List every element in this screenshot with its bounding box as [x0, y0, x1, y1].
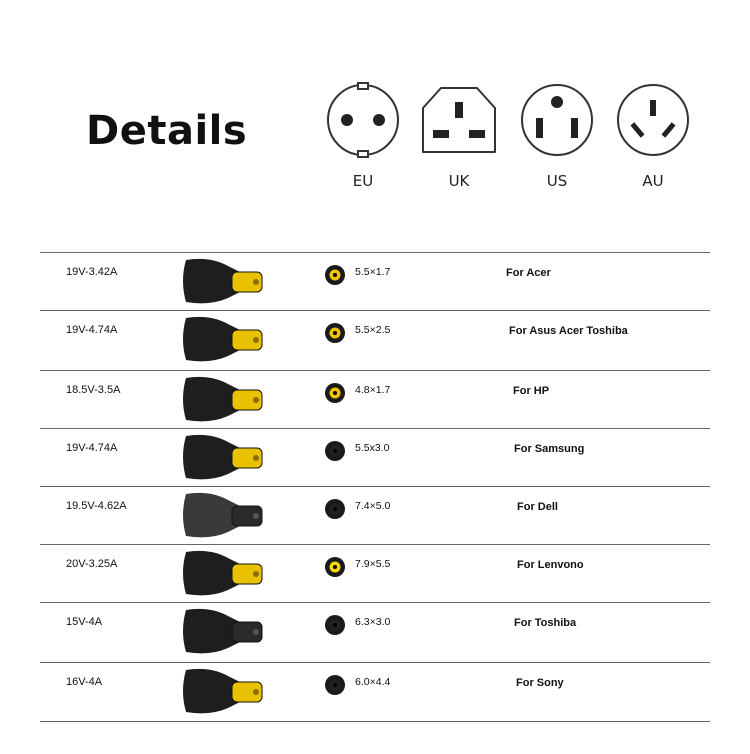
- connector-size: 7.4×5.0: [355, 500, 391, 512]
- eu-plug-icon: [325, 82, 401, 158]
- brand-label: For Acer: [506, 267, 551, 279]
- page-title: Details: [86, 108, 248, 154]
- table-row: [40, 486, 710, 545]
- voltage-label: 19V-4.74A: [66, 442, 118, 454]
- brand-label: For Toshiba: [514, 617, 577, 629]
- plug-label-au: AU: [642, 172, 664, 190]
- plug-uk: [418, 82, 500, 190]
- voltage-label: 19.5V-4.62A: [66, 500, 127, 512]
- connector-tip-icon: [324, 614, 346, 636]
- plug-types: [322, 82, 702, 192]
- connector-size: 5.5×1.7: [355, 266, 391, 278]
- connector-plug-icon: [180, 256, 270, 306]
- us-plug-icon: [519, 82, 595, 158]
- brand-label: For HP: [513, 385, 550, 397]
- connector-size: 4.8×1.7: [355, 384, 391, 396]
- plug-label-us: US: [546, 172, 568, 190]
- connector-plug-icon: [180, 490, 270, 540]
- voltage-label: 18.5V-3.5A: [66, 384, 121, 396]
- connector-plug-icon: [180, 606, 270, 656]
- table-row: [40, 370, 710, 429]
- connector-tip-icon: [324, 674, 346, 696]
- brand-label: For Sony: [516, 677, 564, 689]
- connector-tip-icon: [324, 264, 346, 286]
- connector-plug-icon: [180, 432, 270, 482]
- connector-size: 5.5×2.5: [355, 324, 391, 336]
- voltage-label: 16V-4A: [66, 676, 103, 688]
- plug-label-uk: UK: [448, 172, 470, 190]
- connector-tip-icon: [324, 322, 346, 344]
- voltage-label: 20V-3.25A: [66, 558, 118, 570]
- plug-label-eu: EU: [352, 172, 374, 190]
- connector-size: 7.9×5.5: [355, 558, 391, 570]
- voltage-label: 19V-4.74A: [66, 324, 118, 336]
- brand-label: For Dell: [517, 501, 558, 513]
- brand-label: For Samsung: [514, 443, 585, 455]
- connector-tip-icon: [324, 556, 346, 578]
- brand-label: For Lenvono: [517, 559, 584, 571]
- table-row: [40, 662, 710, 722]
- table-row: [40, 252, 710, 311]
- brand-label: For Asus Acer Toshiba: [509, 325, 628, 337]
- table-row: [40, 602, 710, 663]
- connector-size: 6.0×4.4: [355, 676, 391, 688]
- voltage-label: 19V-3.42A: [66, 266, 118, 278]
- connector-plug-icon: [180, 374, 270, 424]
- uk-plug-icon: [419, 82, 499, 158]
- connector-plug-icon: [180, 666, 270, 716]
- table-row: [40, 310, 710, 371]
- connector-tip-icon: [324, 440, 346, 462]
- plug-eu: [322, 82, 404, 190]
- plug-au: [612, 82, 694, 190]
- connector-plug-icon: [180, 314, 270, 364]
- connector-size: 5.5x3.0: [355, 442, 390, 454]
- table-row: [40, 544, 710, 603]
- table-row: [40, 428, 710, 487]
- voltage-label: 15V-4A: [66, 616, 103, 628]
- connector-tip-icon: [324, 382, 346, 404]
- au-plug-icon: [615, 82, 691, 158]
- connector-tip-icon: [324, 498, 346, 520]
- plug-us: [516, 82, 598, 190]
- connector-plug-icon: [180, 548, 270, 598]
- connector-size: 6.3×3.0: [355, 616, 391, 628]
